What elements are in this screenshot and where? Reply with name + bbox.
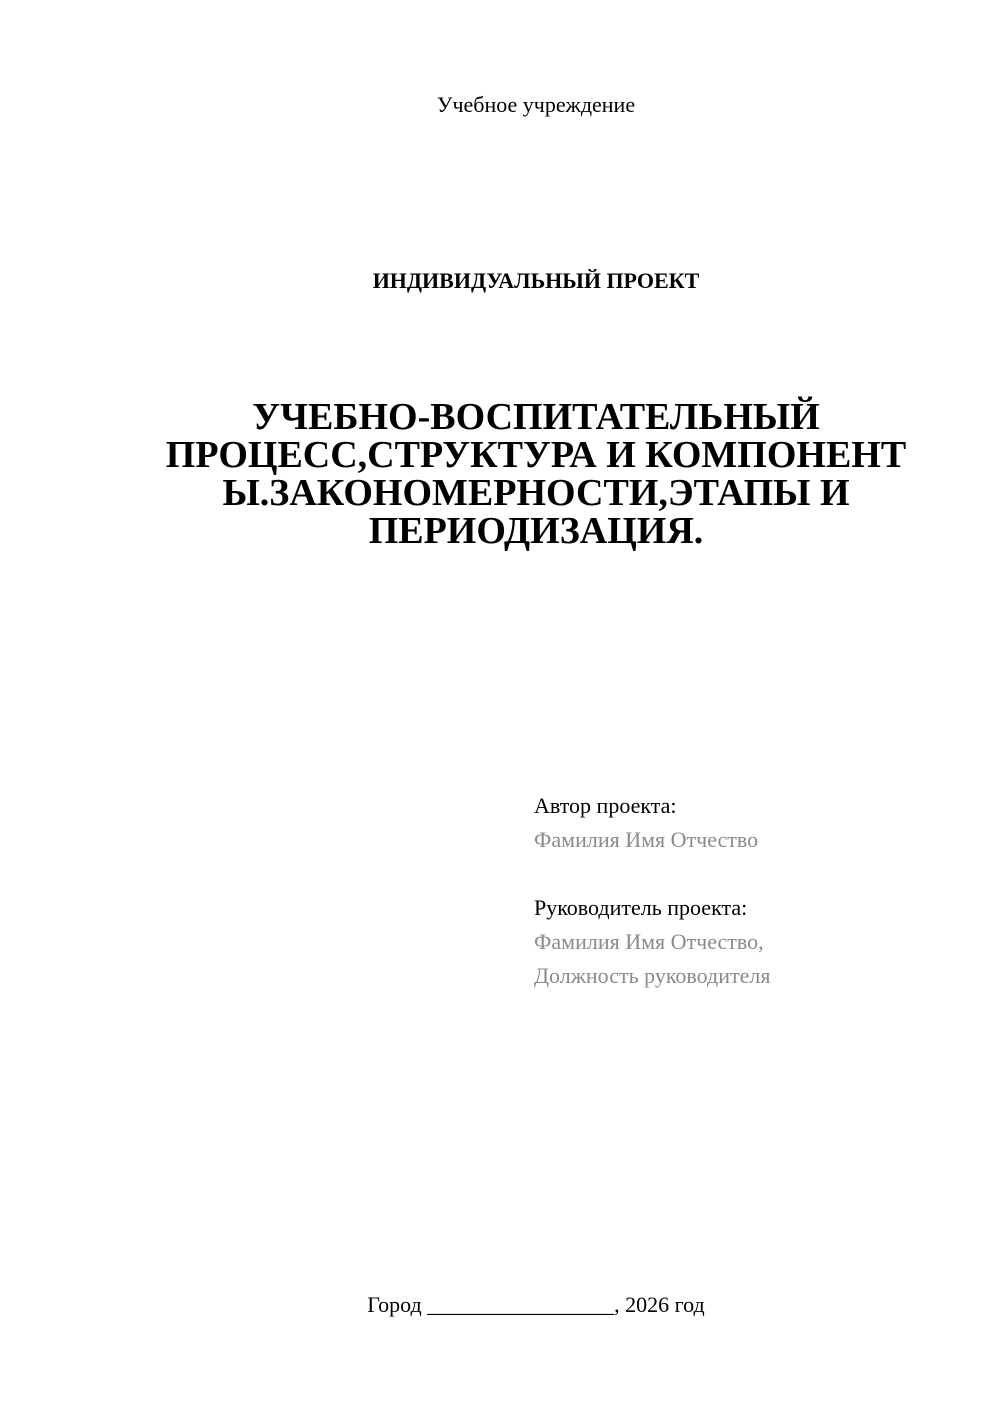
supervisor-label: Руководитель проекта: bbox=[534, 895, 748, 920]
spacer bbox=[534, 857, 974, 891]
author-name-placeholder: Фамилия Имя Отчество bbox=[534, 827, 759, 852]
institution-name: Учебное учреждение bbox=[436, 92, 636, 117]
document-title bbox=[0, 398, 1000, 550]
title-line: ПРОЦЕСС,СТРУКТУРА И КОМПОНЕНТ bbox=[165, 434, 907, 476]
city-year-line: Город _________________, 2026 год bbox=[367, 1292, 705, 1317]
document-type: ИНДИВИДУАЛЬНЫЙ ПРОЕКТ bbox=[372, 268, 700, 293]
author-label: Автор проекта: bbox=[534, 793, 677, 818]
supervisor-name-placeholder: Фамилия Имя Отчество, bbox=[534, 929, 764, 954]
title-line: Ы.ЗАКОНОМЕРНОСТИ,ЭТАПЫ И bbox=[222, 472, 850, 514]
title-line: ПЕРИОДИЗАЦИЯ. bbox=[368, 510, 704, 552]
supervisor-position-placeholder: Должность руководителя bbox=[534, 963, 771, 988]
authors-block bbox=[534, 789, 974, 993]
title-line: УЧЕБНО-ВОСПИТАТЕЛЬНЫЙ bbox=[252, 396, 820, 438]
